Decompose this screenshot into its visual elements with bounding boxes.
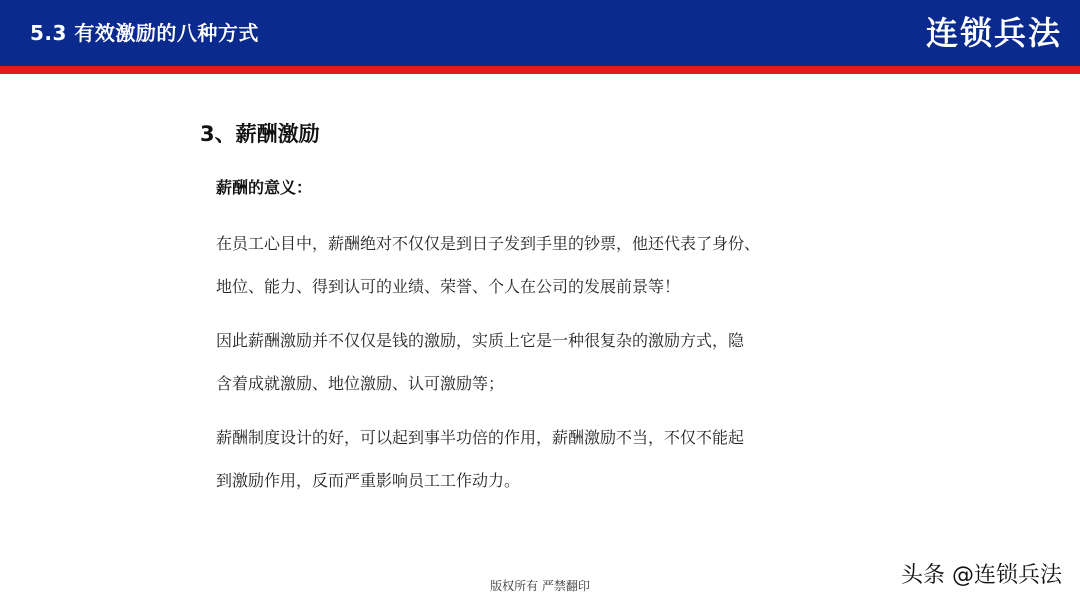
content-heading: 3、薪酬激励 [200, 122, 320, 146]
paragraph-2 [216, 328, 876, 397]
source-credit: 头条 @连锁兵法 [901, 563, 1062, 588]
paragraph-2-line-2: 含着成就激励、地位激励、认可激励等； [216, 374, 505, 393]
subheading: 薪酬的意义： [216, 178, 313, 197]
brand-logo-text: 连锁兵法 [925, 14, 1062, 52]
header-accent-stripe [0, 66, 1080, 74]
paragraph-1-line-1: 在员工心目中，薪酬绝对不仅仅是到日子发到手里的钞票，他还代表了身份、 [216, 234, 761, 253]
paragraph-3 [216, 425, 876, 494]
footer-copyright: 版权所有 严禁翻印 [490, 579, 590, 593]
paragraph-3-line-1: 薪酬制度设计的好，可以起到事半功倍的作用，薪酬激励不当，不仅不能起 [216, 428, 745, 447]
paragraph-3-line-2: 到激励作用，反而严重影响员工工作动力。 [216, 471, 521, 490]
paragraph-2-line-1: 因此薪酬激励并不仅仅是钱的激励，实质上它是一种很复杂的激励方式，隐 [216, 331, 745, 350]
paragraph-1 [216, 231, 876, 300]
section-title: 5.3 有效激励的八种方式 [30, 21, 259, 45]
paragraph-1-line-2: 地位、能力、得到认可的业绩、荣誉、个人在公司的发展前景等！ [216, 277, 681, 296]
